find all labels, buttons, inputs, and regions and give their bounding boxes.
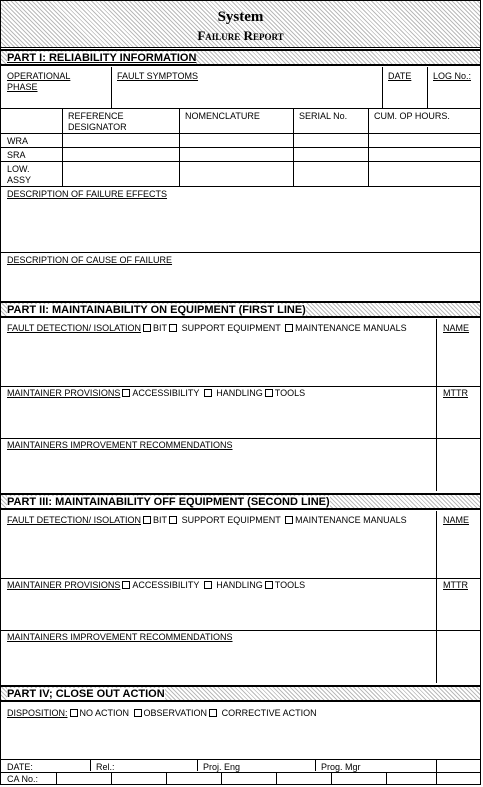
close-date-field[interactable]: DATE: [7,762,33,772]
date-field[interactable]: DATE [388,71,412,81]
no-action-checkbox[interactable] [70,709,78,717]
p2-fault-detection-row: FAULT DETECTION/ ISOLATION BIT SUPPORT EQUIPMENT MAINTENANCE MANUALS [7,323,407,333]
serial-no-header: SERIAL No. [299,111,348,121]
p2-handling-checkbox[interactable] [204,389,212,397]
cum-op-hours-header: CUM. OP HOURS. [374,111,450,121]
p2-bit-checkbox[interactable] [143,324,151,332]
p3-support-checkbox[interactable] [169,516,177,524]
log-no-field[interactable]: LOG No.: [433,71,472,81]
rel-field[interactable]: Rel.: [96,762,115,772]
failure-effects-field[interactable]: DESCRIPTION OF FAILURE EFFECTS [7,189,168,199]
p2-tools-checkbox[interactable] [265,389,273,397]
p3-provisions-row: MAINTAINER PROVISIONS ACCESSIBILITY HANDLING TOOLS [7,580,306,590]
p2-name-field[interactable]: NAME [443,323,470,333]
prog-mgr-field[interactable]: Prog. Mgr [321,762,361,772]
part1-header: PART I: RELIABILITY INFORMATION [1,49,480,66]
fault-symptoms-field[interactable]: FAULT SYMPTOMS [117,71,199,81]
nomenclature-header: NOMENCLATURE [185,111,260,121]
proj-eng-field[interactable]: Proj. Eng [203,762,241,772]
p3-manuals-checkbox[interactable] [285,516,293,524]
part4-header: PART IV; CLOSE OUT ACTION [1,685,480,702]
failure-cause-field[interactable]: DESCRIPTION OF CAUSE OF FAILURE [7,255,173,265]
p2-provisions-row: MAINTAINER PROVISIONS ACCESSIBILITY HANDLING TOOLS [7,388,306,398]
corrective-action-checkbox[interactable] [209,709,217,717]
operational-phase-field[interactable]: OPERATIONAL PHASE [7,71,71,92]
title-block [1,1,480,48]
p2-mttr-field[interactable]: MTTR [443,388,468,398]
p3-recommendations-field[interactable]: MAINTAINERS IMPROVEMENT RECOMMENDATIONS [7,632,233,642]
p2-support-checkbox[interactable] [169,324,177,332]
p3-bit-checkbox[interactable] [143,516,151,524]
p3-tools-checkbox[interactable] [265,581,273,589]
part3-header: PART III: MAINTAINABILITY OFF EQUIPMENT (SECOND LINE) [1,493,480,510]
observation-checkbox[interactable] [134,709,142,717]
p3-name-field[interactable]: NAME [443,515,470,525]
p2-manuals-checkbox[interactable] [285,324,293,332]
p2-access-checkbox[interactable] [122,389,130,397]
row-low-assy: LOW. ASSY [7,164,32,185]
p3-access-checkbox[interactable] [122,581,130,589]
reference-designator-header: REFERENCE DESIGNATOR [68,111,127,132]
p3-mttr-field[interactable]: MTTR [443,580,468,590]
p3-handling-checkbox[interactable] [204,581,212,589]
row-wra: WRA [7,136,28,146]
part2-header: PART II: MAINTAINABILITY ON EQUIPMENT (FIRST LINE) [1,301,480,318]
form-subtitle: Failure Report [197,28,284,43]
ca-no-field[interactable]: CA No.: [7,774,39,784]
row-sra: SRA [7,150,26,160]
p3-fault-detection-row: FAULT DETECTION/ ISOLATION BIT SUPPORT EQUIPMENT MAINTENANCE MANUALS [7,515,407,525]
form-title: System [217,9,264,25]
disposition-row: DISPOSITION: NO ACTION OBSERVATION CORRECTIVE ACTION [7,708,317,718]
p2-recommendations-field[interactable]: MAINTAINERS IMPROVEMENT RECOMMENDATIONS [7,440,233,450]
